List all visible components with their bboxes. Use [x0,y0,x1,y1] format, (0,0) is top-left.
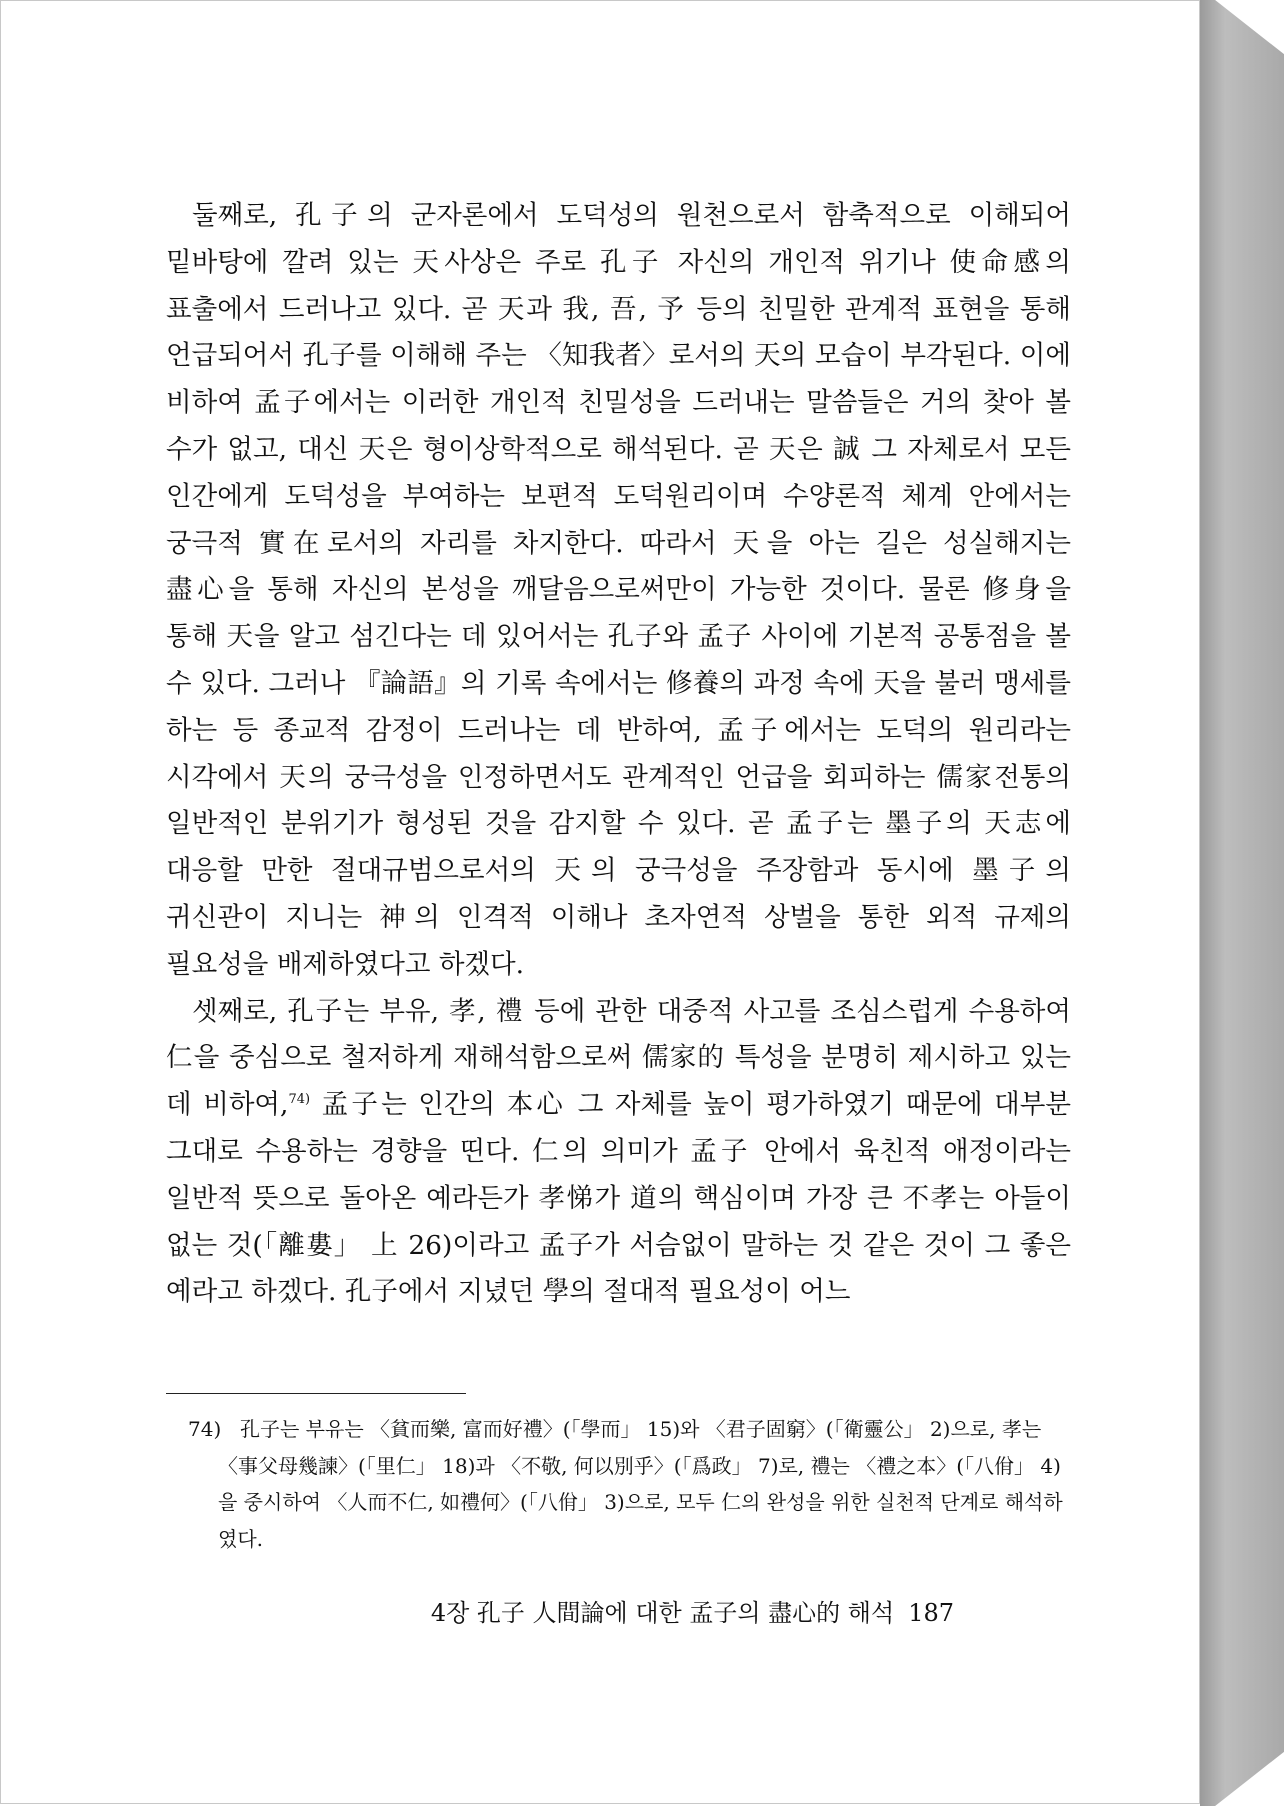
paragraph-2-part2: 孟子는 인간의 本心 그 자체를 높이 평가하였기 때문에 대부분 그대로 수용하는 경향을 띤다. 仁의 의미가 孟子 안에서 육친적 애정이라는 일반적 뜻으로 돌아온 예라든가 孝悌가 道의 핵심이며 가장 큰 不孝는 아들이 없는 것(「離婁」 上 26)이라고 孟子가 서슴없이 말하는 것 같은 것이 그 좋은 예라고 하겠다. 孔子에서 지녔던 學의 절대적 필요성이 어느 [166,1089,1071,1308]
chapter-title: 4장 孔子 人間論에 대한 孟子의 盡心的 해석 [430,1599,895,1627]
footnote-reference: 74) [288,1092,311,1108]
footnote-text-2: 〈事父母幾諫〉(「里仁」 18)과 〈不敬, 何以別乎〉(「爲政」 7)로, 禮는 〈禮之本〉(「八佾」 4)을 중시하여 〈人而不仁, 如禮何〉(「八佾」 3)으로, 모두 仁의 완성을 위한 실천적 단계로 해석하였다. [218,1453,1063,1551]
running-footer [417,1593,954,1628]
paragraph-1: 둘째로, 孔子의 군자론에서 도덕성의 원천으로서 함축적으로 이해되어 밑바탕에 깔려 있는 天사상은 주로 孔子 자신의 개인적 위기나 使命感의 표출에서 드러나고 있다. 곧 天과 我, 吾, 予 등의 친밀한 관계적 표현을 통해 언급되어서 孔子를 이해해 주는 〈知我者〉로서의 天의 모습이 부각된다. 이에 비하여 孟子에서는 이러한 개인적 친밀성을 드러내는 말씀들은 거의 찾아 볼 수가 없고, 대신 天은 형이상학적으로 해석된다. 곧 天은 誠 그 자체로서 모든 인간에게 도덕성을 부여하는 보편적 도덕원리이며 수양론적 체계 안에서는 궁극적 實在로서의 자리를 차지한다. 따라서 天을 아는 길은 성실해지는 盡心을 통해 자신의 본성을 깨달음으로써만이 가능한 것이다. 물론 修身을 통해 天을 알고 섬긴다는 데 있어서는 孔子와 孟子 사이에 기본적 공통점을 볼 수 있다. 그러나 『論語』의 기록 속에서는 修養의 과정 속에 天을 불러 맹세를 하는 등 종교적 감정이 드러나는 데 반하여, 孟子에서는 도덕의 원리라는 시각에서 天의 궁극성을 인정하면서도 관계적인 언급을 회피하는 儒家전통의 일반적인 분위기가 형성된 것을 감지할 수 있다. 곧 孟子는 墨子의 天志에 대응할 만한 절대규범으로서의 天의 궁극성을 주장함과 동시에 墨子의 귀신관이 지니는 神의 인격적 이해나 초자연적 상벌을 통한 외적 규제의 필요성을 배제하였다고 하겠다. [166,200,1071,980]
footnote-number: 74) [188,1417,222,1441]
footnote-divider [166,1393,466,1394]
footnote [166,1411,1066,1557]
main-text [166,193,1071,1316]
paragraph-2-part1: 셋째로, 孔子는 부유, 孝, 禮 등에 관한 대중적 사고를 조심스럽게 수용하여 仁을 중심으로 철저하게 재해석함으로써 儒家的 특성을 분명히 제시하고 있는 데 비하여, [166,995,1071,1121]
footnote-line-1 [166,1411,1066,1448]
paragraph-2 [166,989,1071,1317]
footnote-text-1: 孔子는 부유는 〈貧而樂, 富而好禮〉(「學而」 15)와 〈君子固窮〉(「衛靈公」 2)으로, 孝는 [240,1417,1042,1441]
book-spine-edge [1200,0,1284,1806]
page-number: 187 [908,1599,954,1627]
